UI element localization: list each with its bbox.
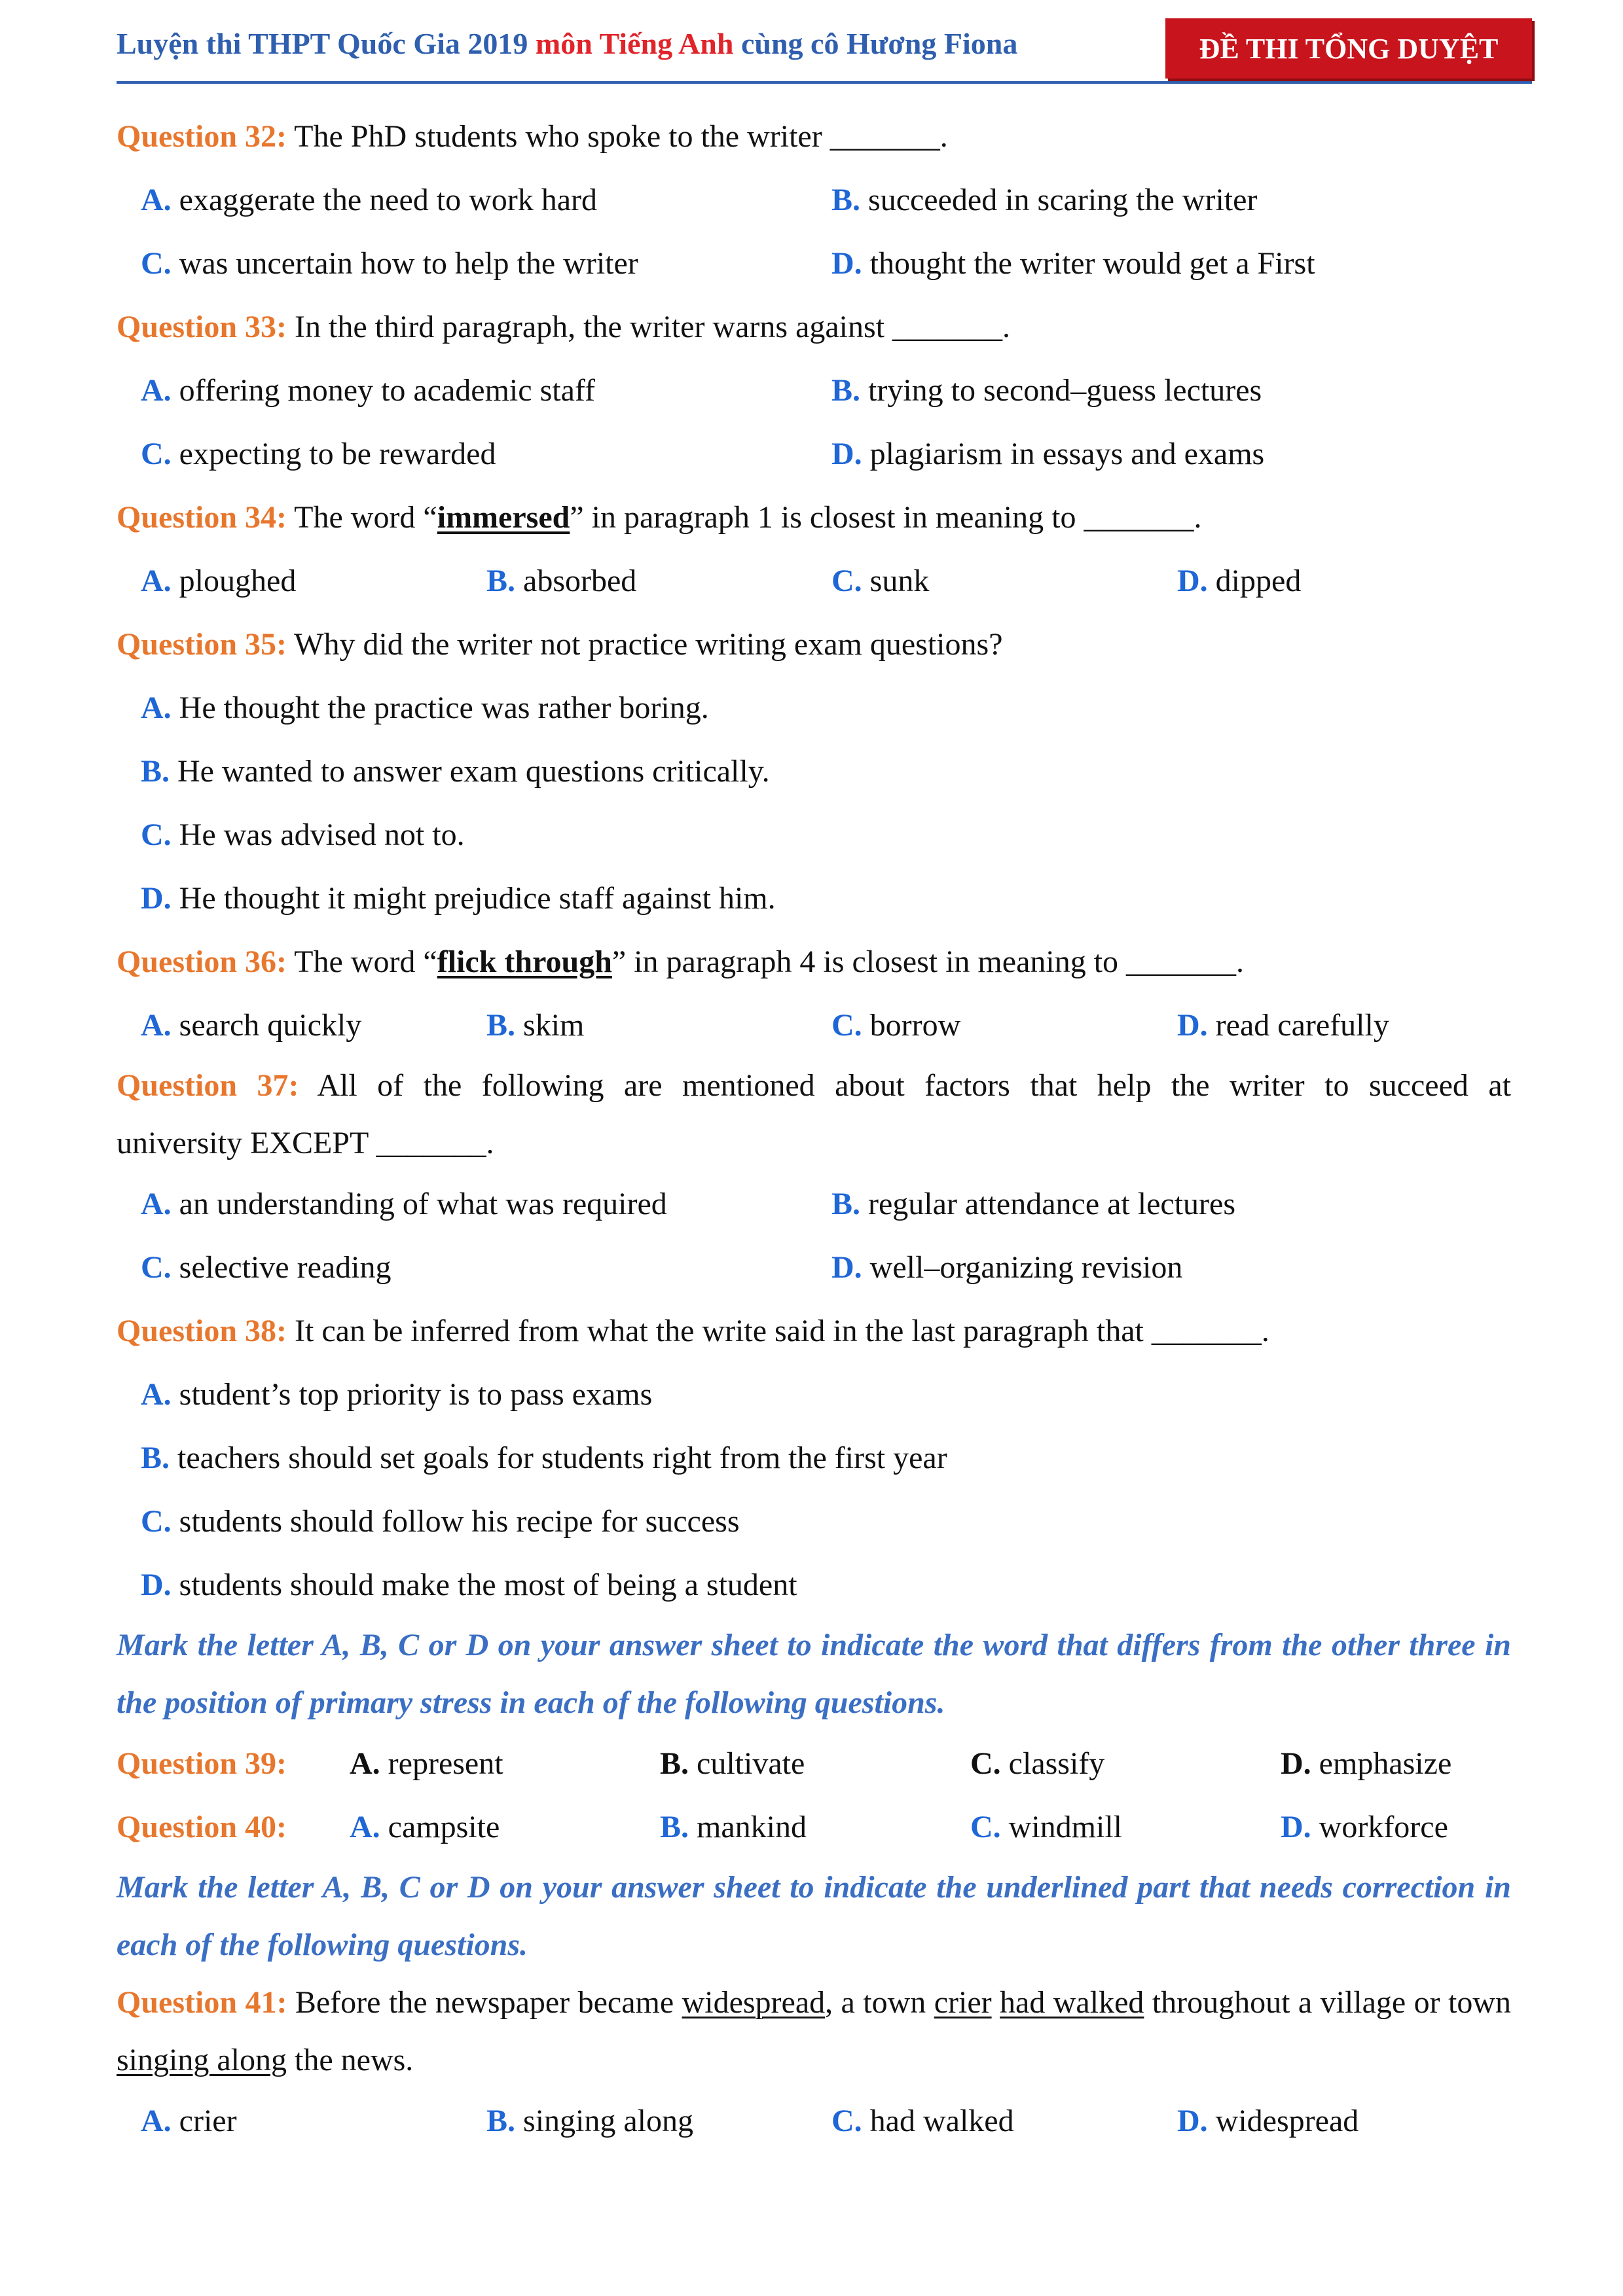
option-b: B. He wanted to answer exam questions critically.: [141, 754, 770, 789]
question-36: Question 36: The word “flick through” in paragraph 4 is closest in meaning to _______.: [117, 944, 1245, 979]
header-title-part1: Luyện thi THPT Quốc Gia 2019: [117, 27, 536, 60]
options-row: [117, 549, 1511, 613]
options-row: [117, 740, 1511, 803]
option-d: D. dipped: [1177, 564, 1302, 598]
underlined-part-d: widespread: [682, 1985, 826, 2020]
question-label: Question 36:: [117, 944, 287, 979]
options-row: [117, 168, 1511, 232]
options-row: [117, 1172, 1511, 1236]
options-row: [117, 1553, 1511, 1617]
header-title-subject: môn Tiếng Anh: [535, 27, 734, 60]
option-d: D. plagiarism in essays and exams: [831, 437, 1265, 471]
header-title-part3: cùng cô Hương Fiona: [733, 27, 1018, 60]
option-a: A. represent: [350, 1746, 503, 1781]
options-row: [117, 867, 1511, 930]
page-header: [117, 18, 1532, 81]
options-row: [117, 422, 1511, 486]
option-c: C. was uncertain how to help the writer: [141, 246, 638, 281]
question-32: [117, 105, 1511, 168]
underlined-part-c: had walked: [1000, 1985, 1144, 2020]
option-d: D. emphasize: [1281, 1746, 1452, 1781]
option-a: A. student’s top priority is to pass exams: [141, 1377, 653, 1412]
option-b: B. skim: [486, 1008, 585, 1043]
question-stem: It can be inferred from what the write said in the last paragraph that _______.: [287, 1314, 1269, 1348]
options-row: [117, 676, 1511, 740]
option-c: C. windmill: [970, 1810, 1123, 1844]
question-label: Question 37:: [117, 1068, 299, 1103]
highlighted-word: immersed: [437, 500, 570, 535]
instruction-stress: Mark the letter A, B, C or D on your answer sheet to indicate the word that differs from the other three in the position of primary stress in each of the following questions.: [117, 1628, 1511, 1720]
option-b: B. teachers should set goals for students right from the first year: [141, 1441, 947, 1475]
header-badge: ĐỀ THI TỔNG DUYỆT: [1165, 18, 1532, 79]
highlighted-word: flick through: [437, 944, 612, 979]
header-title: [117, 26, 1017, 61]
instruction-correction: Mark the letter A, B, C or D on your answer sheet to indicate the underlined part that needs correction in each of the following questions.: [117, 1870, 1511, 1962]
option-c: C. expecting to be rewarded: [141, 437, 496, 471]
option-b: B. succeeded in scaring the writer: [831, 183, 1258, 217]
question-stem-cont: university EXCEPT _______.: [117, 1126, 494, 1160]
question-38: [117, 1299, 1511, 1363]
underlined-part-b: singing along: [117, 2043, 287, 2077]
question-stem: The PhD students who spoke to the writer _______.: [287, 119, 948, 154]
option-b: B. singing along: [486, 2104, 694, 2138]
option-a: A. crier: [141, 2104, 237, 2138]
options-row: [117, 359, 1511, 422]
option-d: D. well–organizing revision: [831, 1250, 1183, 1285]
question-label: Question 33:: [117, 310, 287, 344]
option-b: B. trying to second–guess lectures: [831, 373, 1262, 408]
option-c: C. selective reading: [141, 1250, 392, 1285]
option-d: D. widespread: [1177, 2104, 1359, 2138]
question-label: Question 38:: [117, 1314, 287, 1348]
option-d: D. thought the writer would get a First: [831, 246, 1315, 281]
question-stem: Why did the writer not practice writing exam questions?: [287, 627, 1003, 662]
option-a: A. an understanding of what was required: [141, 1187, 667, 1221]
options-row: [117, 1490, 1511, 1553]
options-row: [117, 2089, 1511, 2153]
option-b: B. cultivate: [660, 1746, 805, 1781]
option-d: D. read carefully: [1177, 1008, 1389, 1043]
question-41: Question 41: Before the newspaper became widespread, a town crier had walked throughout a village or town singing along the news.: [117, 1985, 1512, 2077]
options-row: [117, 1363, 1511, 1426]
question-35: [117, 613, 1511, 676]
question-label: Question 41:: [117, 1985, 287, 2020]
option-d: D. workforce: [1281, 1810, 1448, 1844]
header-divider: [117, 81, 1532, 84]
questions-content: [117, 105, 1511, 2153]
option-c: C. had walked: [831, 2104, 1014, 2138]
options-row: [117, 1236, 1511, 1299]
question-stem: In the third paragraph, the writer warns against _______.: [287, 310, 1011, 344]
option-c: C. He was advised not to.: [141, 817, 465, 852]
option-b: B. regular attendance at lectures: [831, 1187, 1236, 1221]
question-34: Question 34: The word “immersed” in paragraph 1 is closest in meaning to _______.: [117, 500, 1202, 535]
option-a: A. He thought the practice was rather boring.: [141, 691, 709, 725]
question-33: [117, 295, 1511, 359]
option-a: A. search quickly: [141, 1008, 362, 1043]
question-39: [117, 1732, 1511, 1795]
option-b: B. absorbed: [486, 564, 637, 598]
underlined-part-a: crier: [934, 1985, 992, 2020]
question-40: [117, 1795, 1511, 1859]
option-a: A. ploughed: [141, 564, 297, 598]
option-c: C. students should follow his recipe for success: [141, 1504, 740, 1539]
options-row: [117, 803, 1511, 867]
question-label: Question 32:: [117, 119, 287, 154]
options-row: [117, 1426, 1511, 1490]
option-a: A. campsite: [350, 1810, 500, 1844]
option-c: C. sunk: [831, 564, 930, 598]
question-label: Question 40:: [117, 1810, 287, 1844]
options-row: [117, 232, 1511, 295]
option-b: B. mankind: [660, 1810, 807, 1844]
option-c: C. classify: [970, 1746, 1105, 1781]
option-a: A. offering money to academic staff: [141, 373, 595, 408]
question-37: [117, 1057, 1511, 1172]
question-label: Question 34:: [117, 500, 287, 535]
option-a: A. exaggerate the need to work hard: [141, 183, 598, 217]
question-label: Question 35:: [117, 627, 287, 662]
option-d: D. He thought it might prejudice staff against him.: [141, 881, 776, 916]
option-d: D. students should make the most of being a student: [141, 1568, 797, 1602]
question-label: Question 39:: [117, 1746, 287, 1781]
question-stem: All of the following are mentioned about factors that help the writer to succeed at: [299, 1068, 1512, 1103]
option-c: C. borrow: [831, 1008, 961, 1043]
options-row: [117, 994, 1511, 1057]
